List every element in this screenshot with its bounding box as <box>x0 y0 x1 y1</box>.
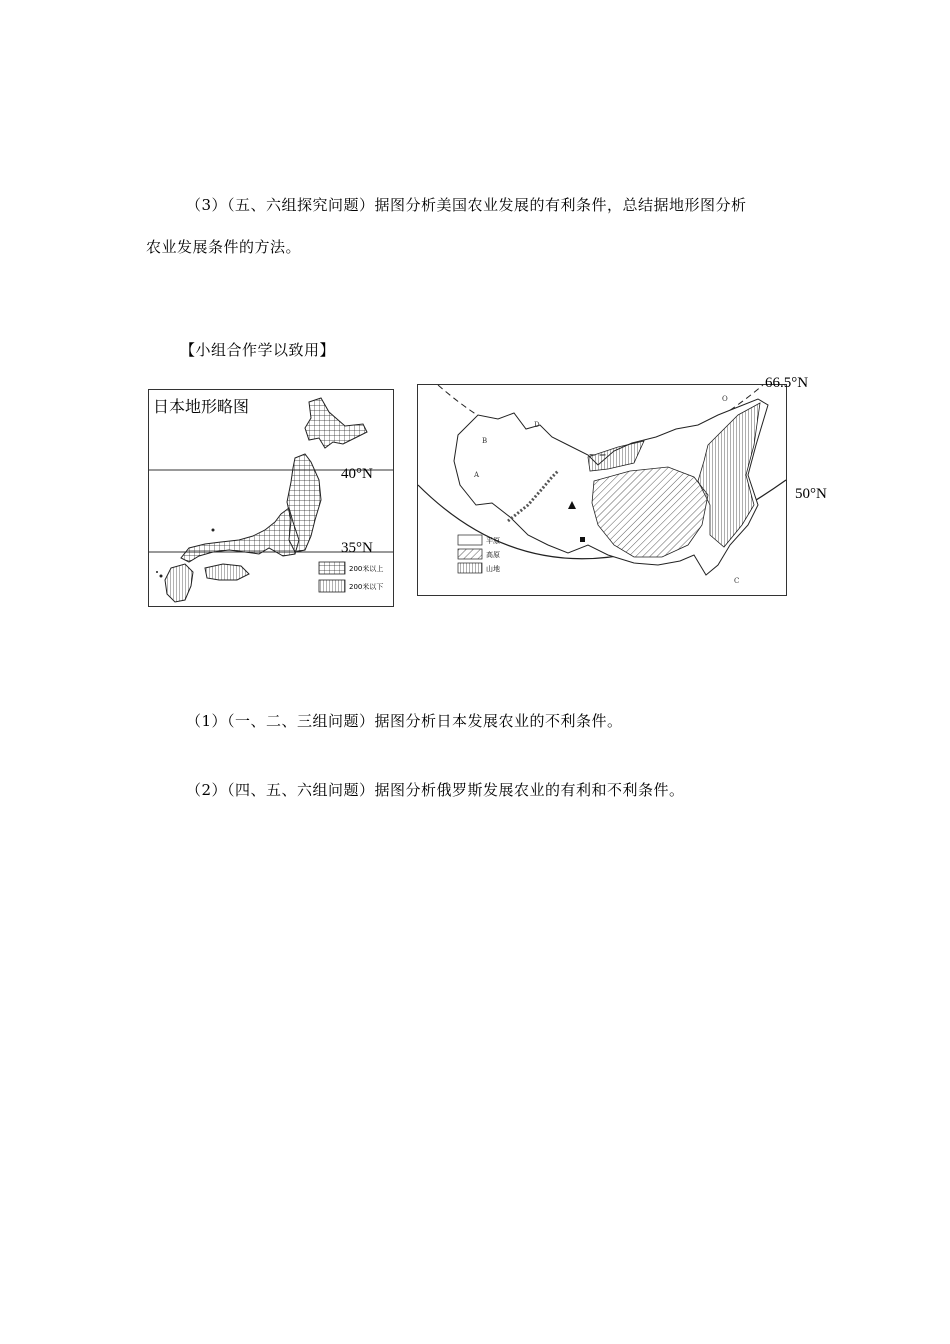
question-1: （1）（一、二、三组问题）据图分析日本发展农业的不利条件。 <box>186 712 623 730</box>
japan-map-drawing <box>149 390 393 606</box>
legend-mountain: 山地 <box>486 565 500 573</box>
question-3-line-2: 农业发展条件的方法。 <box>146 238 302 256</box>
legend-above-200m: 200米以上 <box>349 565 384 573</box>
section-heading: 【小组合作学以致用】 <box>180 341 336 359</box>
question-3-line-1: （3）（五、六组探究问题）据图分析美国农业发展的有利条件，总结据地形图分析 <box>186 196 747 214</box>
legend-plain: 平原 <box>486 537 500 545</box>
russia-map-drawing <box>418 385 786 595</box>
hokkaido-shape <box>305 398 367 448</box>
kyushu-shape <box>165 564 193 602</box>
shikoku-shape <box>205 564 249 580</box>
question-2: （2）（四、五、六组问题）据图分析俄罗斯发展农业的有利和不利条件。 <box>186 781 685 799</box>
legend-plateau: 高原 <box>486 551 500 559</box>
letter-o: O <box>722 395 728 403</box>
russia-map <box>417 384 787 596</box>
japan-map <box>148 389 394 607</box>
japan-map-title: 日本地形略图 <box>153 397 250 416</box>
letter-d: D <box>534 421 540 429</box>
russia-lat-665: 66.5°N <box>765 375 809 391</box>
japan-lat-40: 40°N <box>341 466 373 482</box>
japan-lat-35: 35°N <box>341 540 373 556</box>
letter-c: C <box>734 577 740 585</box>
letter-b: B <box>482 437 488 445</box>
letter-a: A <box>474 471 480 479</box>
russia-lat-50: 50°N <box>795 486 827 502</box>
legend-below-200m: 200米以下 <box>349 583 384 591</box>
honshu-central-shape <box>181 508 299 562</box>
